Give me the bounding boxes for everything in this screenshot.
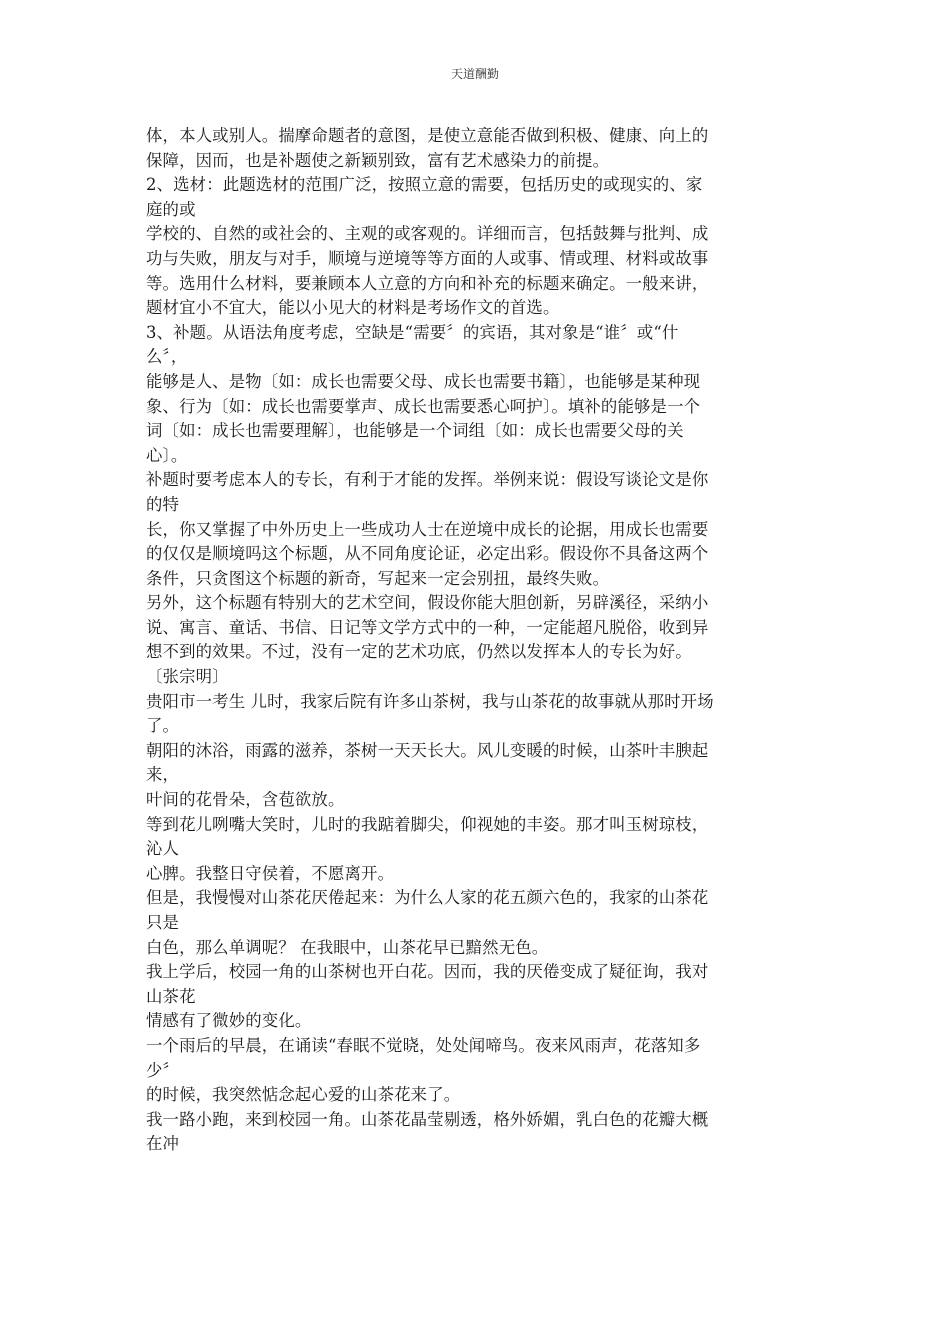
text-line: 词〔如：成长也需要理解〕，也能够是一个词组〔如：成长也需要父母的关 (146, 421, 684, 441)
text-line: 但是，我慢慢对山茶花厌倦起来：为什么人家的花五颜六色的，我家的山茶花 (146, 888, 709, 908)
text-line: 少〞 (146, 1060, 180, 1080)
text-line: 心〕。 (146, 445, 188, 465)
text-line: 的仅仅是顺境吗这个标题，从不同角度论证，必定出彩。假设你不具备这两个 (146, 544, 709, 564)
text-line: 3、补题。从语法角度考虑，空缺是“需要〞的宾语，其对象是“谁〞或“什 (146, 322, 679, 342)
text-line: 另外，这个标题有特别大的艺术空间，假设你能大胆创新，另辟溪径，采纳小 (146, 593, 709, 613)
text-line: 等到花儿咧嘴大笑时，儿时的我踮着脚尖，仰视她的丰姿。那才叫玉树琼枝， (146, 814, 709, 834)
text-line: 想不到的效果。不过，没有一定的艺术功底，仍然以发挥本人的专长为好。 (146, 642, 692, 662)
text-line: 〔张宗明〕 (146, 667, 229, 687)
text-line: 山茶花 (146, 986, 196, 1006)
text-line: 沁人 (146, 839, 180, 859)
text-line: 功与失败，朋友与对手，顺境与逆境等等方面的人或事、情或理、材料或故事 (146, 248, 709, 268)
text-line: 庭的或 (146, 199, 196, 219)
text-line: 条件，只贪图这个标题的新奇，写起来一定会别扭，最终失败。 (146, 568, 610, 588)
text-line: 等。选用什么材料，要兼顾本人立意的方向和补充的标题来确定。一般来讲， (146, 273, 709, 293)
text-line: 2、选材：此题选材的范围广泛，按照立意的需要，包括历史的或现实的、家 (146, 175, 703, 195)
text-line: 的时候，我突然惦念起心爱的山茶花来了。 (146, 1085, 461, 1105)
document-body (146, 124, 806, 1157)
text-line: 补题时要考虑本人的专长，有利于才能的发挥。举例来说：假设写谈论文是你 (146, 470, 709, 490)
text-line: 只是 (146, 913, 180, 932)
text-line: 象、行为〔如：成长也需要掌声、成长也需要悉心呵护〕。填补的能够是一个 (146, 396, 701, 416)
text-line: 我一路小跑，来到校园一角。山茶花晶莹剔透，格外娇媚，乳白色的花瓣大概 (146, 1109, 709, 1129)
text-line: 在冲 (146, 1134, 180, 1154)
text-line: 来， (146, 765, 180, 785)
text-line: 长，你又掌握了中外历史上一些成功人士在逆境中成长的论据，用成长也需要 (146, 519, 709, 539)
text-line: 朝阳的沐浴，雨露的滋养，茶树一天天长大。风儿变暖的时候，山茶叶丰腴起 (146, 740, 709, 760)
text-line: 贵阳市一考生 儿时，我家后院有许多山茶树，我与山茶花的故事就从那时开场 (146, 691, 714, 711)
text-line: 心脾。我整日守侯着，不愿离开。 (146, 863, 395, 883)
text-line: 的特 (146, 494, 180, 514)
text-line: 题材宜小不宜大，能以小见大的材料是考场作文的首选。 (146, 298, 560, 318)
text-line: 学校的、自然的或社会的、主观的或客观的。详细而言，包括鼓舞与批判、成 (146, 224, 709, 244)
text-line: 我上学后，校园一角的山茶树也开白花。因而，我的厌倦变成了疑征询，我对 (146, 962, 709, 982)
text-line: 能够是人、是物〔如：成长也需要父母、成长也需要书籍〕，也能够是某种现 (146, 371, 701, 391)
text-line: 了。 (146, 716, 180, 736)
text-line: 体，本人或别人。揣摩命题者的意图，是使立意能否做到积极、健康、向上的 (146, 126, 709, 145)
text-line: 情感有了微妙的变化。 (146, 1011, 312, 1031)
page-header: 天道酬勤 (450, 67, 499, 81)
text-line: 白色，那么单调呢？ 在我眼中，山茶花早已黯然无色。 (146, 937, 549, 957)
text-line: 保障，因而，也是补题使之新颖别致，富有艺术感染力的前提。 (146, 150, 610, 170)
text-line: 一个雨后的早晨，在诵读“春眠不觉晓，处处闻啼鸟。夜来风雨声，花落知多 (146, 1035, 701, 1055)
text-line: 说、寓言、童话、书信、日记等文学方式中的一种，一定能超凡脱俗，收到异 (146, 617, 709, 637)
text-line: 叶间的花骨朵，含苞欲放。 (146, 790, 345, 810)
text-line: 么〞， (146, 347, 188, 367)
